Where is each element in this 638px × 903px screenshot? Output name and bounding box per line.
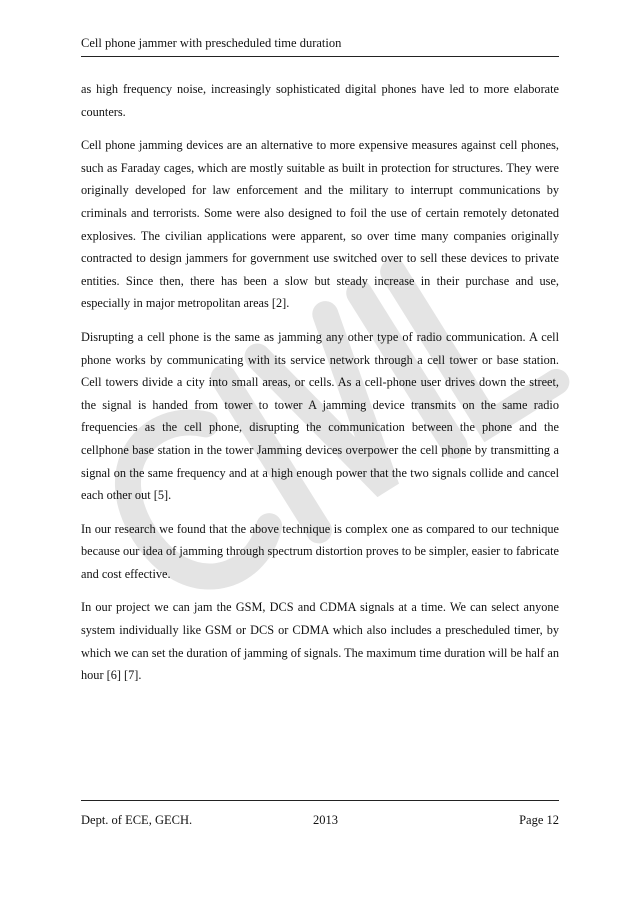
paragraph: Disrupting a cell phone is the same as jamming any other type of radio communication. A cell phone works by communicating with its service network through a cell tower or base station. Cell towers divide a city into small areas, or cells. As a cell-phone user drives down the street, the signal is handed from tower to tower A jamming device transmits on the same radio frequencies as the cell phone, disrupting the communication between the phone and the cellphone base station in the tower Jamming devices overpower the cell phone by transmitting a signal on the same frequency and at a high enough power that the two signals collide and cancel each other out [5].	[81, 329, 559, 503]
paragraph: as high frequency noise, increasingly sophisticated digital phones have led to more elaborate counters.	[81, 82, 559, 119]
footer-year: 2013	[313, 813, 338, 827]
header-title: Cell phone jammer with prescheduled time duration	[81, 36, 342, 50]
footer-page-number: Page 12	[519, 813, 559, 827]
paragraph: In our research we found that the above technique is complex one as compared to our technique because our idea of jamming through spectrum distortion proves to be simpler, easier to fabricate and cost effective.	[81, 521, 559, 581]
footer-dept: Dept. of ECE, GECH.	[81, 813, 193, 827]
page-footer	[81, 800, 559, 828]
paragraph: Cell phone jamming devices are an alternative to more expensive measures against cell phones, such as Faraday cages, which are mostly suitable as built in protection for structures. They were originally developed for law enforcement and the military to interrupt communications by criminals and terrorists. Some were also designed to foil the use of certain remotely detonated explosives. The civilian applications were apparent, so over time many companies originally contracted to design jammers for government use switched over to sell these devices to private entities. Since then, there has been a slow but steady increase in their purchase and use, especially in major metropolitan areas [2].	[81, 138, 559, 311]
page-header	[81, 36, 559, 57]
paragraph: In our project we can jam the GSM, DCS and CDMA signals at a time. We can select anyone system individually like GSM or DCS or CDMA which also includes a prescheduled timer, by which we can set the duration of jamming of signals. The maximum time duration will be half an hour [6] [7].	[81, 600, 559, 683]
body-text	[81, 78, 559, 698]
